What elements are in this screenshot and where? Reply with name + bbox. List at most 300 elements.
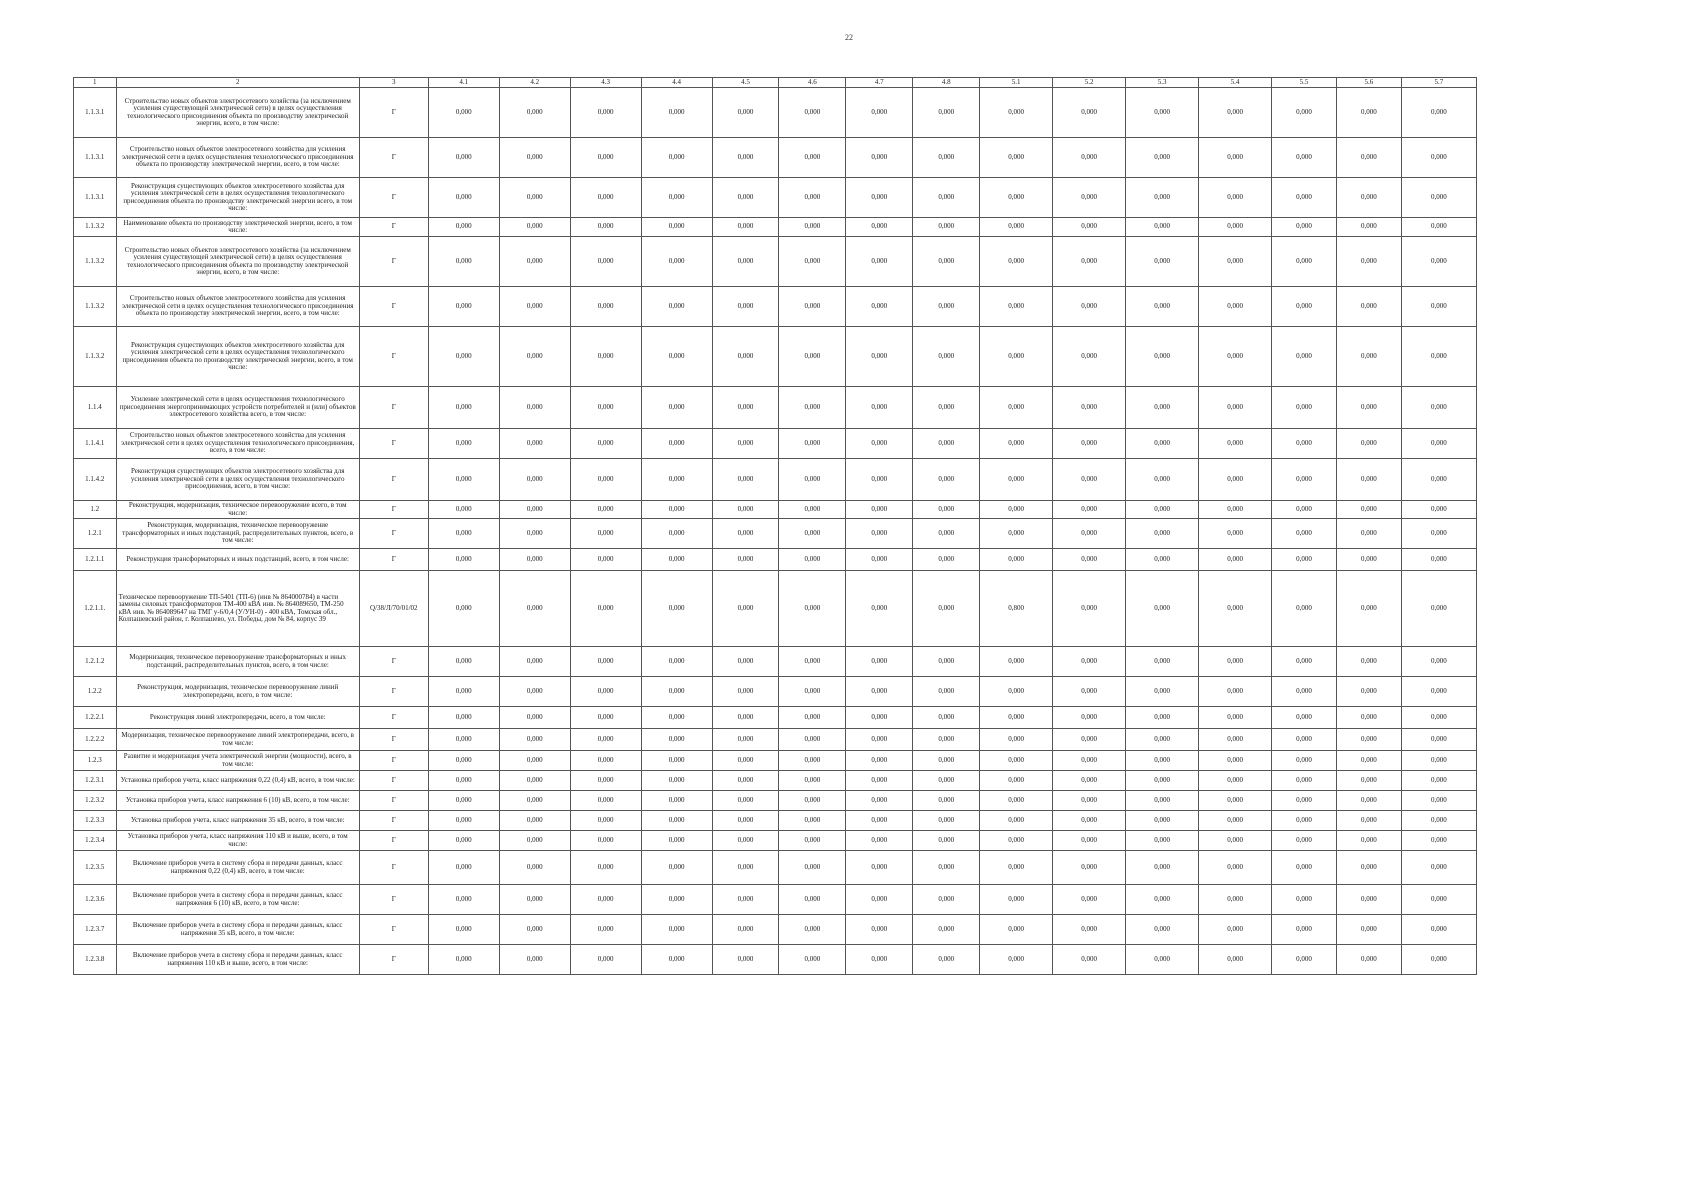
value-cell: 0,000	[913, 831, 980, 851]
row-identifier: Г	[359, 791, 428, 811]
value-cell: 0,000	[779, 387, 846, 429]
row-code: 1.2.3.1	[74, 771, 117, 791]
value-cell: 0,000	[1401, 138, 1476, 178]
value-cell: 0,000	[846, 237, 913, 287]
value-cell: 0,000	[1053, 677, 1126, 707]
value-cell: 0,000	[980, 178, 1053, 218]
value-cell: 0,000	[1272, 771, 1337, 791]
value-cell: 0,000	[779, 459, 846, 501]
value-cell: 0,000	[712, 707, 779, 729]
value-cell: 0,000	[779, 851, 846, 885]
value-cell: 0,000	[1401, 519, 1476, 549]
value-cell: 0,000	[428, 677, 499, 707]
column-header: 4.2	[499, 78, 570, 88]
value-cell: 0,000	[980, 237, 1053, 287]
table-row	[74, 178, 1477, 218]
value-cell: 0,000	[428, 707, 499, 729]
value-cell: 0,000	[1272, 677, 1337, 707]
row-code: 1.1.3.1	[74, 138, 117, 178]
row-identifier: Г	[359, 885, 428, 915]
value-cell: 0,000	[428, 771, 499, 791]
value-cell: 0,000	[1272, 707, 1337, 729]
row-identifier: Г	[359, 327, 428, 387]
value-cell: 0,000	[846, 138, 913, 178]
value-cell: 0,000	[913, 791, 980, 811]
value-cell: 0,000	[641, 88, 712, 138]
row-description: Усиление электрической сети в целях осуществления технологического присоединения энергопринимающих устройств потребителей и (или) объектов электросетевого хозяйства всего, в том числе:	[116, 387, 359, 429]
value-cell: 0,000	[1336, 647, 1401, 677]
value-cell: 0,000	[980, 751, 1053, 771]
value-cell: 0,000	[779, 771, 846, 791]
value-cell: 0,000	[1401, 707, 1476, 729]
row-description: Включение приборов учета в систему сбора и передачи данных, класс напряжения 110 кВ и выше, всего, в том числе:	[116, 945, 359, 975]
value-cell: 0,000	[913, 729, 980, 751]
value-cell: 0,000	[779, 831, 846, 851]
row-code: 1.1.4	[74, 387, 117, 429]
row-code: 1.1.3.2	[74, 218, 117, 237]
value-cell: 0,000	[779, 501, 846, 519]
value-cell: 0,000	[1401, 831, 1476, 851]
value-cell: 0,000	[980, 677, 1053, 707]
value-cell: 0,000	[1401, 751, 1476, 771]
table-row	[74, 751, 1477, 771]
value-cell: 0,000	[1199, 287, 1272, 327]
value-cell: 0,000	[980, 885, 1053, 915]
value-cell: 0,000	[428, 327, 499, 387]
value-cell: 0,000	[846, 459, 913, 501]
value-cell: 0,000	[913, 387, 980, 429]
value-cell: 0,000	[1401, 501, 1476, 519]
value-cell: 0,000	[641, 549, 712, 571]
value-cell: 0,000	[779, 791, 846, 811]
value-cell: 0,000	[1199, 88, 1272, 138]
value-cell: 0,000	[1272, 287, 1337, 327]
value-cell: 0,000	[980, 811, 1053, 831]
value-cell: 0,000	[641, 771, 712, 791]
table-row	[74, 218, 1477, 237]
value-cell: 0,000	[1272, 811, 1337, 831]
table-row	[74, 571, 1477, 647]
value-cell: 0,000	[913, 459, 980, 501]
table-row	[74, 237, 1477, 287]
column-header: 4.7	[846, 78, 913, 88]
value-cell: 0,000	[779, 88, 846, 138]
row-identifier: Г	[359, 459, 428, 501]
value-cell: 0,000	[1336, 791, 1401, 811]
value-cell: 0,000	[779, 429, 846, 459]
row-description: Реконструкция, модернизация, техническое перевооружение всего, в том числе:	[116, 501, 359, 519]
value-cell: 0,000	[779, 178, 846, 218]
table-row	[74, 851, 1477, 885]
value-cell: 0,000	[779, 571, 846, 647]
row-identifier: Г	[359, 945, 428, 975]
value-cell: 0,000	[1053, 707, 1126, 729]
value-cell: 0,000	[1272, 327, 1337, 387]
value-cell: 0,000	[712, 138, 779, 178]
value-cell: 0,000	[1199, 459, 1272, 501]
value-cell: 0,000	[1053, 751, 1126, 771]
value-cell: 0,000	[1336, 287, 1401, 327]
value-cell: 0,000	[779, 751, 846, 771]
value-cell: 0,000	[570, 791, 641, 811]
row-description: Строительство новых объектов электросетевого хозяйства для усиления электрической сети в целях осуществления технологического присоединения объекта по производству электрической энергии, всего, в том числе:	[116, 138, 359, 178]
value-cell: 0,000	[570, 178, 641, 218]
row-code: 1.2	[74, 501, 117, 519]
value-cell: 0,000	[428, 387, 499, 429]
value-cell: 0,000	[913, 237, 980, 287]
value-cell: 0,000	[1053, 519, 1126, 549]
row-code: 1.2.3.5	[74, 851, 117, 885]
value-cell: 0,000	[1053, 851, 1126, 885]
value-cell: 0,000	[980, 88, 1053, 138]
value-cell: 0,000	[1053, 327, 1126, 387]
value-cell: 0,000	[641, 459, 712, 501]
row-identifier: Г	[359, 429, 428, 459]
value-cell: 0,000	[1272, 549, 1337, 571]
value-cell: 0,000	[1053, 287, 1126, 327]
value-cell: 0,000	[1053, 811, 1126, 831]
value-cell: 0,000	[1053, 729, 1126, 751]
value-cell: 0,000	[570, 237, 641, 287]
row-description: Реконструкция существующих объектов электросетевого хозяйства для усиления электрической сети в целях осуществления технологического присоединения, всего, в том числе:	[116, 459, 359, 501]
value-cell: 0,000	[1199, 811, 1272, 831]
row-description: Строительство новых объектов электросетевого хозяйства для усиления электрической сети в целях осуществления технологического присоединения объекта по производству электрической энергии, всего, в том числе:	[116, 287, 359, 327]
value-cell: 0,000	[712, 791, 779, 811]
row-code: 1.2.3.4	[74, 831, 117, 851]
value-cell: 0,000	[712, 571, 779, 647]
value-cell: 0,000	[846, 791, 913, 811]
row-code: 1.1.3.2	[74, 327, 117, 387]
value-cell: 0,000	[846, 851, 913, 885]
value-cell: 0,000	[1336, 237, 1401, 287]
value-cell: 0,000	[1272, 571, 1337, 647]
row-description: Включение приборов учета в систему сбора и передачи данных, класс напряжения 6 (10) кВ, всего, в том числе:	[116, 885, 359, 915]
value-cell: 0,000	[570, 327, 641, 387]
value-cell: 0,000	[499, 549, 570, 571]
value-cell: 0,000	[1199, 647, 1272, 677]
value-cell: 0,000	[1272, 138, 1337, 178]
value-cell: 0,000	[846, 218, 913, 237]
row-description: Строительство новых объектов электросетевого хозяйства для усиления электрической сети в целях осуществления технологического присоединения, всего, в том числе:	[116, 429, 359, 459]
row-code: 1.1.3.1	[74, 178, 117, 218]
value-cell: 0,000	[913, 519, 980, 549]
value-cell: 0,000	[980, 647, 1053, 677]
row-code: 1.2.3.2	[74, 791, 117, 811]
row-code: 1.1.3.1	[74, 88, 117, 138]
value-cell: 0,000	[1199, 677, 1272, 707]
page-number: 22	[845, 33, 853, 42]
value-cell: 0,000	[1401, 387, 1476, 429]
value-cell: 0,000	[1272, 831, 1337, 851]
value-cell: 0,000	[570, 677, 641, 707]
value-cell: 0,000	[980, 287, 1053, 327]
value-cell: 0,000	[913, 647, 980, 677]
value-cell: 0,000	[1126, 519, 1199, 549]
value-cell: 0,000	[846, 178, 913, 218]
row-identifier: Г	[359, 88, 428, 138]
value-cell: 0,000	[570, 287, 641, 327]
value-cell: 0,000	[570, 729, 641, 751]
value-cell: 0,000	[846, 915, 913, 945]
value-cell: 0,000	[1401, 771, 1476, 791]
row-code: 1.2.1	[74, 519, 117, 549]
value-cell: 0,000	[1126, 677, 1199, 707]
value-cell: 0,000	[846, 571, 913, 647]
value-cell: 0,000	[980, 138, 1053, 178]
table-row	[74, 429, 1477, 459]
value-cell: 0,000	[1336, 571, 1401, 647]
value-cell: 0,000	[1401, 915, 1476, 945]
value-cell: 0,000	[846, 519, 913, 549]
row-identifier: Г	[359, 915, 428, 945]
value-cell: 0,000	[1126, 647, 1199, 677]
value-cell: 0,000	[641, 729, 712, 751]
row-identifier: Г	[359, 751, 428, 771]
row-identifier: Г	[359, 707, 428, 729]
value-cell: 0,000	[499, 237, 570, 287]
value-cell: 0,000	[428, 549, 499, 571]
value-cell: 0,000	[913, 571, 980, 647]
value-cell: 0,000	[1053, 791, 1126, 811]
row-identifier: Г	[359, 831, 428, 851]
table-row	[74, 519, 1477, 549]
value-cell: 0,000	[499, 387, 570, 429]
value-cell: 0,000	[712, 811, 779, 831]
value-cell: 0,000	[499, 571, 570, 647]
value-cell: 0,000	[1199, 237, 1272, 287]
value-cell: 0,000	[1336, 549, 1401, 571]
value-cell: 0,000	[1126, 707, 1199, 729]
column-header: 4.8	[913, 78, 980, 88]
value-cell: 0,000	[499, 915, 570, 945]
value-cell: 0,000	[1053, 915, 1126, 945]
value-cell: 0,000	[1336, 915, 1401, 945]
table-row	[74, 138, 1477, 178]
column-header: 4.3	[570, 78, 641, 88]
value-cell: 0,000	[1126, 459, 1199, 501]
value-cell: 0,000	[1126, 811, 1199, 831]
column-header: 3	[359, 78, 428, 88]
value-cell: 0,000	[712, 915, 779, 945]
value-cell: 0,000	[428, 287, 499, 327]
value-cell: 0,000	[499, 178, 570, 218]
value-cell: 0,000	[913, 771, 980, 791]
value-cell: 0,000	[1053, 218, 1126, 237]
value-cell: 0,000	[846, 729, 913, 751]
table-row	[74, 791, 1477, 811]
value-cell: 0,000	[712, 729, 779, 751]
value-cell: 0,000	[1401, 218, 1476, 237]
value-cell: 0,000	[779, 945, 846, 975]
value-cell: 0,000	[1401, 945, 1476, 975]
row-identifier: Г	[359, 647, 428, 677]
value-cell: 0,000	[1272, 915, 1337, 945]
table-row	[74, 831, 1477, 851]
value-cell: 0,000	[712, 851, 779, 885]
value-cell: 0,000	[980, 945, 1053, 975]
value-cell: 0,000	[980, 501, 1053, 519]
value-cell: 0,000	[499, 729, 570, 751]
value-cell: 0,000	[641, 915, 712, 945]
value-cell: 0,000	[913, 915, 980, 945]
value-cell: 0,000	[1199, 178, 1272, 218]
value-cell: 0,000	[641, 851, 712, 885]
value-cell: 0,000	[1053, 571, 1126, 647]
value-cell: 0,000	[1272, 647, 1337, 677]
value-cell: 0,000	[846, 647, 913, 677]
row-description: Реконструкция, модернизация, техническое перевооружение трансформаторных и иных подстанций, распределительных пунктов, всего, в том числе:	[116, 519, 359, 549]
row-code: 1.1.3.2	[74, 237, 117, 287]
value-cell: 0,000	[712, 218, 779, 237]
value-cell: 0,000	[846, 387, 913, 429]
row-description: Развитие и модернизация учета электрической энергии (мощности), всего, в том числе:	[116, 751, 359, 771]
table-row	[74, 885, 1477, 915]
value-cell: 0,000	[428, 751, 499, 771]
row-identifier: Г	[359, 519, 428, 549]
value-cell: 0,000	[1336, 851, 1401, 885]
value-cell: 0,000	[499, 811, 570, 831]
value-cell: 0,000	[1336, 831, 1401, 851]
row-identifier: Г	[359, 677, 428, 707]
value-cell: 0,000	[1053, 549, 1126, 571]
row-code: 1.1.4.1	[74, 429, 117, 459]
value-cell: 0,000	[499, 501, 570, 519]
value-cell: 0,000	[1126, 791, 1199, 811]
value-cell: 0,000	[1199, 138, 1272, 178]
value-cell: 0,000	[428, 945, 499, 975]
column-header: 5.1	[980, 78, 1053, 88]
column-header: 5.4	[1199, 78, 1272, 88]
value-cell: 0,000	[1199, 851, 1272, 885]
value-cell: 0,000	[779, 915, 846, 945]
row-identifier: Г	[359, 138, 428, 178]
value-cell: 0,000	[779, 549, 846, 571]
row-identifier: Г	[359, 811, 428, 831]
value-cell: 0,000	[641, 707, 712, 729]
value-cell: 0,000	[1199, 501, 1272, 519]
value-cell: 0,000	[846, 811, 913, 831]
value-cell: 0,000	[913, 549, 980, 571]
value-cell: 0,000	[499, 945, 570, 975]
value-cell: 0,000	[1272, 729, 1337, 751]
row-description: Реконструкция трансформаторных и иных подстанций, всего, в том числе:	[116, 549, 359, 571]
row-identifier: Г	[359, 178, 428, 218]
value-cell: 0,000	[913, 811, 980, 831]
row-code: 1.2.3.3	[74, 811, 117, 831]
value-cell: 0,000	[499, 751, 570, 771]
value-cell: 0,000	[570, 501, 641, 519]
value-cell: 0,000	[428, 501, 499, 519]
value-cell: 0,000	[641, 519, 712, 549]
value-cell: 0,000	[1336, 677, 1401, 707]
value-cell: 0,000	[1199, 519, 1272, 549]
value-cell: 0,000	[779, 647, 846, 677]
value-cell: 0,000	[499, 677, 570, 707]
row-identifier: Г	[359, 218, 428, 237]
value-cell: 0,000	[570, 751, 641, 771]
column-header: 5.2	[1053, 78, 1126, 88]
value-cell: 0,000	[779, 237, 846, 287]
table-row	[74, 327, 1477, 387]
value-cell: 0,000	[641, 677, 712, 707]
value-cell: 0,000	[1126, 945, 1199, 975]
value-cell: 0,000	[712, 677, 779, 707]
value-cell: 0,000	[712, 287, 779, 327]
value-cell: 0,000	[712, 647, 779, 677]
value-cell: 0,000	[1199, 218, 1272, 237]
row-description: Наименование объекта по производству электрической энергии, всего, в том числе:	[116, 218, 359, 237]
value-cell: 0,000	[779, 218, 846, 237]
column-header: 5.5	[1272, 78, 1337, 88]
value-cell: 0,000	[1126, 549, 1199, 571]
value-cell: 0,000	[846, 501, 913, 519]
value-cell: 0,000	[1401, 571, 1476, 647]
value-cell: 0,000	[428, 831, 499, 851]
value-cell: 0,000	[428, 88, 499, 138]
value-cell: 0,000	[499, 791, 570, 811]
value-cell: 0,000	[913, 501, 980, 519]
value-cell: 0,000	[1272, 459, 1337, 501]
value-cell: 0,000	[980, 387, 1053, 429]
value-cell: 0,000	[1336, 327, 1401, 387]
value-cell: 0,000	[1336, 519, 1401, 549]
column-header: 1	[74, 78, 117, 88]
value-cell: 0,000	[641, 571, 712, 647]
value-cell: 0,000	[712, 178, 779, 218]
value-cell: 0,000	[428, 791, 499, 811]
value-cell: 0,000	[428, 519, 499, 549]
value-cell: 0,000	[1401, 811, 1476, 831]
value-cell: 0,000	[846, 771, 913, 791]
table-row	[74, 811, 1477, 831]
value-cell: 0,000	[1199, 771, 1272, 791]
value-cell: 0,000	[1336, 178, 1401, 218]
value-cell: 0,000	[1336, 751, 1401, 771]
value-cell: 0,000	[846, 327, 913, 387]
column-header: 4.4	[641, 78, 712, 88]
table-row	[74, 459, 1477, 501]
column-header: 4.1	[428, 78, 499, 88]
column-header: 4.5	[712, 78, 779, 88]
value-cell: 0,000	[570, 647, 641, 677]
value-cell: 0,000	[641, 751, 712, 771]
row-code: 1.2.3.7	[74, 915, 117, 945]
row-description: Включение приборов учета в систему сбора и передачи данных, класс напряжения 35 кВ, всего, в том числе:	[116, 915, 359, 945]
row-identifier: Г	[359, 729, 428, 751]
value-cell: 0,000	[1199, 945, 1272, 975]
value-cell: 0,000	[1126, 178, 1199, 218]
value-cell: 0,000	[1401, 677, 1476, 707]
row-code: 1.2.3.6	[74, 885, 117, 915]
value-cell: 0,000	[428, 218, 499, 237]
value-cell: 0,000	[641, 138, 712, 178]
value-cell: 0,000	[1053, 138, 1126, 178]
value-cell: 0,000	[712, 519, 779, 549]
value-cell: 0,000	[1126, 501, 1199, 519]
value-cell: 0,000	[1336, 501, 1401, 519]
value-cell: 0,000	[1272, 751, 1337, 771]
value-cell: 0,000	[1401, 791, 1476, 811]
column-header: 5.3	[1126, 78, 1199, 88]
value-cell: 0,000	[846, 831, 913, 851]
value-cell: 0,000	[641, 387, 712, 429]
value-cell: 0,000	[570, 88, 641, 138]
value-cell: 0,000	[1336, 707, 1401, 729]
table-body	[74, 78, 1477, 975]
value-cell: 0,000	[1126, 751, 1199, 771]
value-cell: 0,000	[913, 751, 980, 771]
value-cell: 0,000	[1401, 647, 1476, 677]
